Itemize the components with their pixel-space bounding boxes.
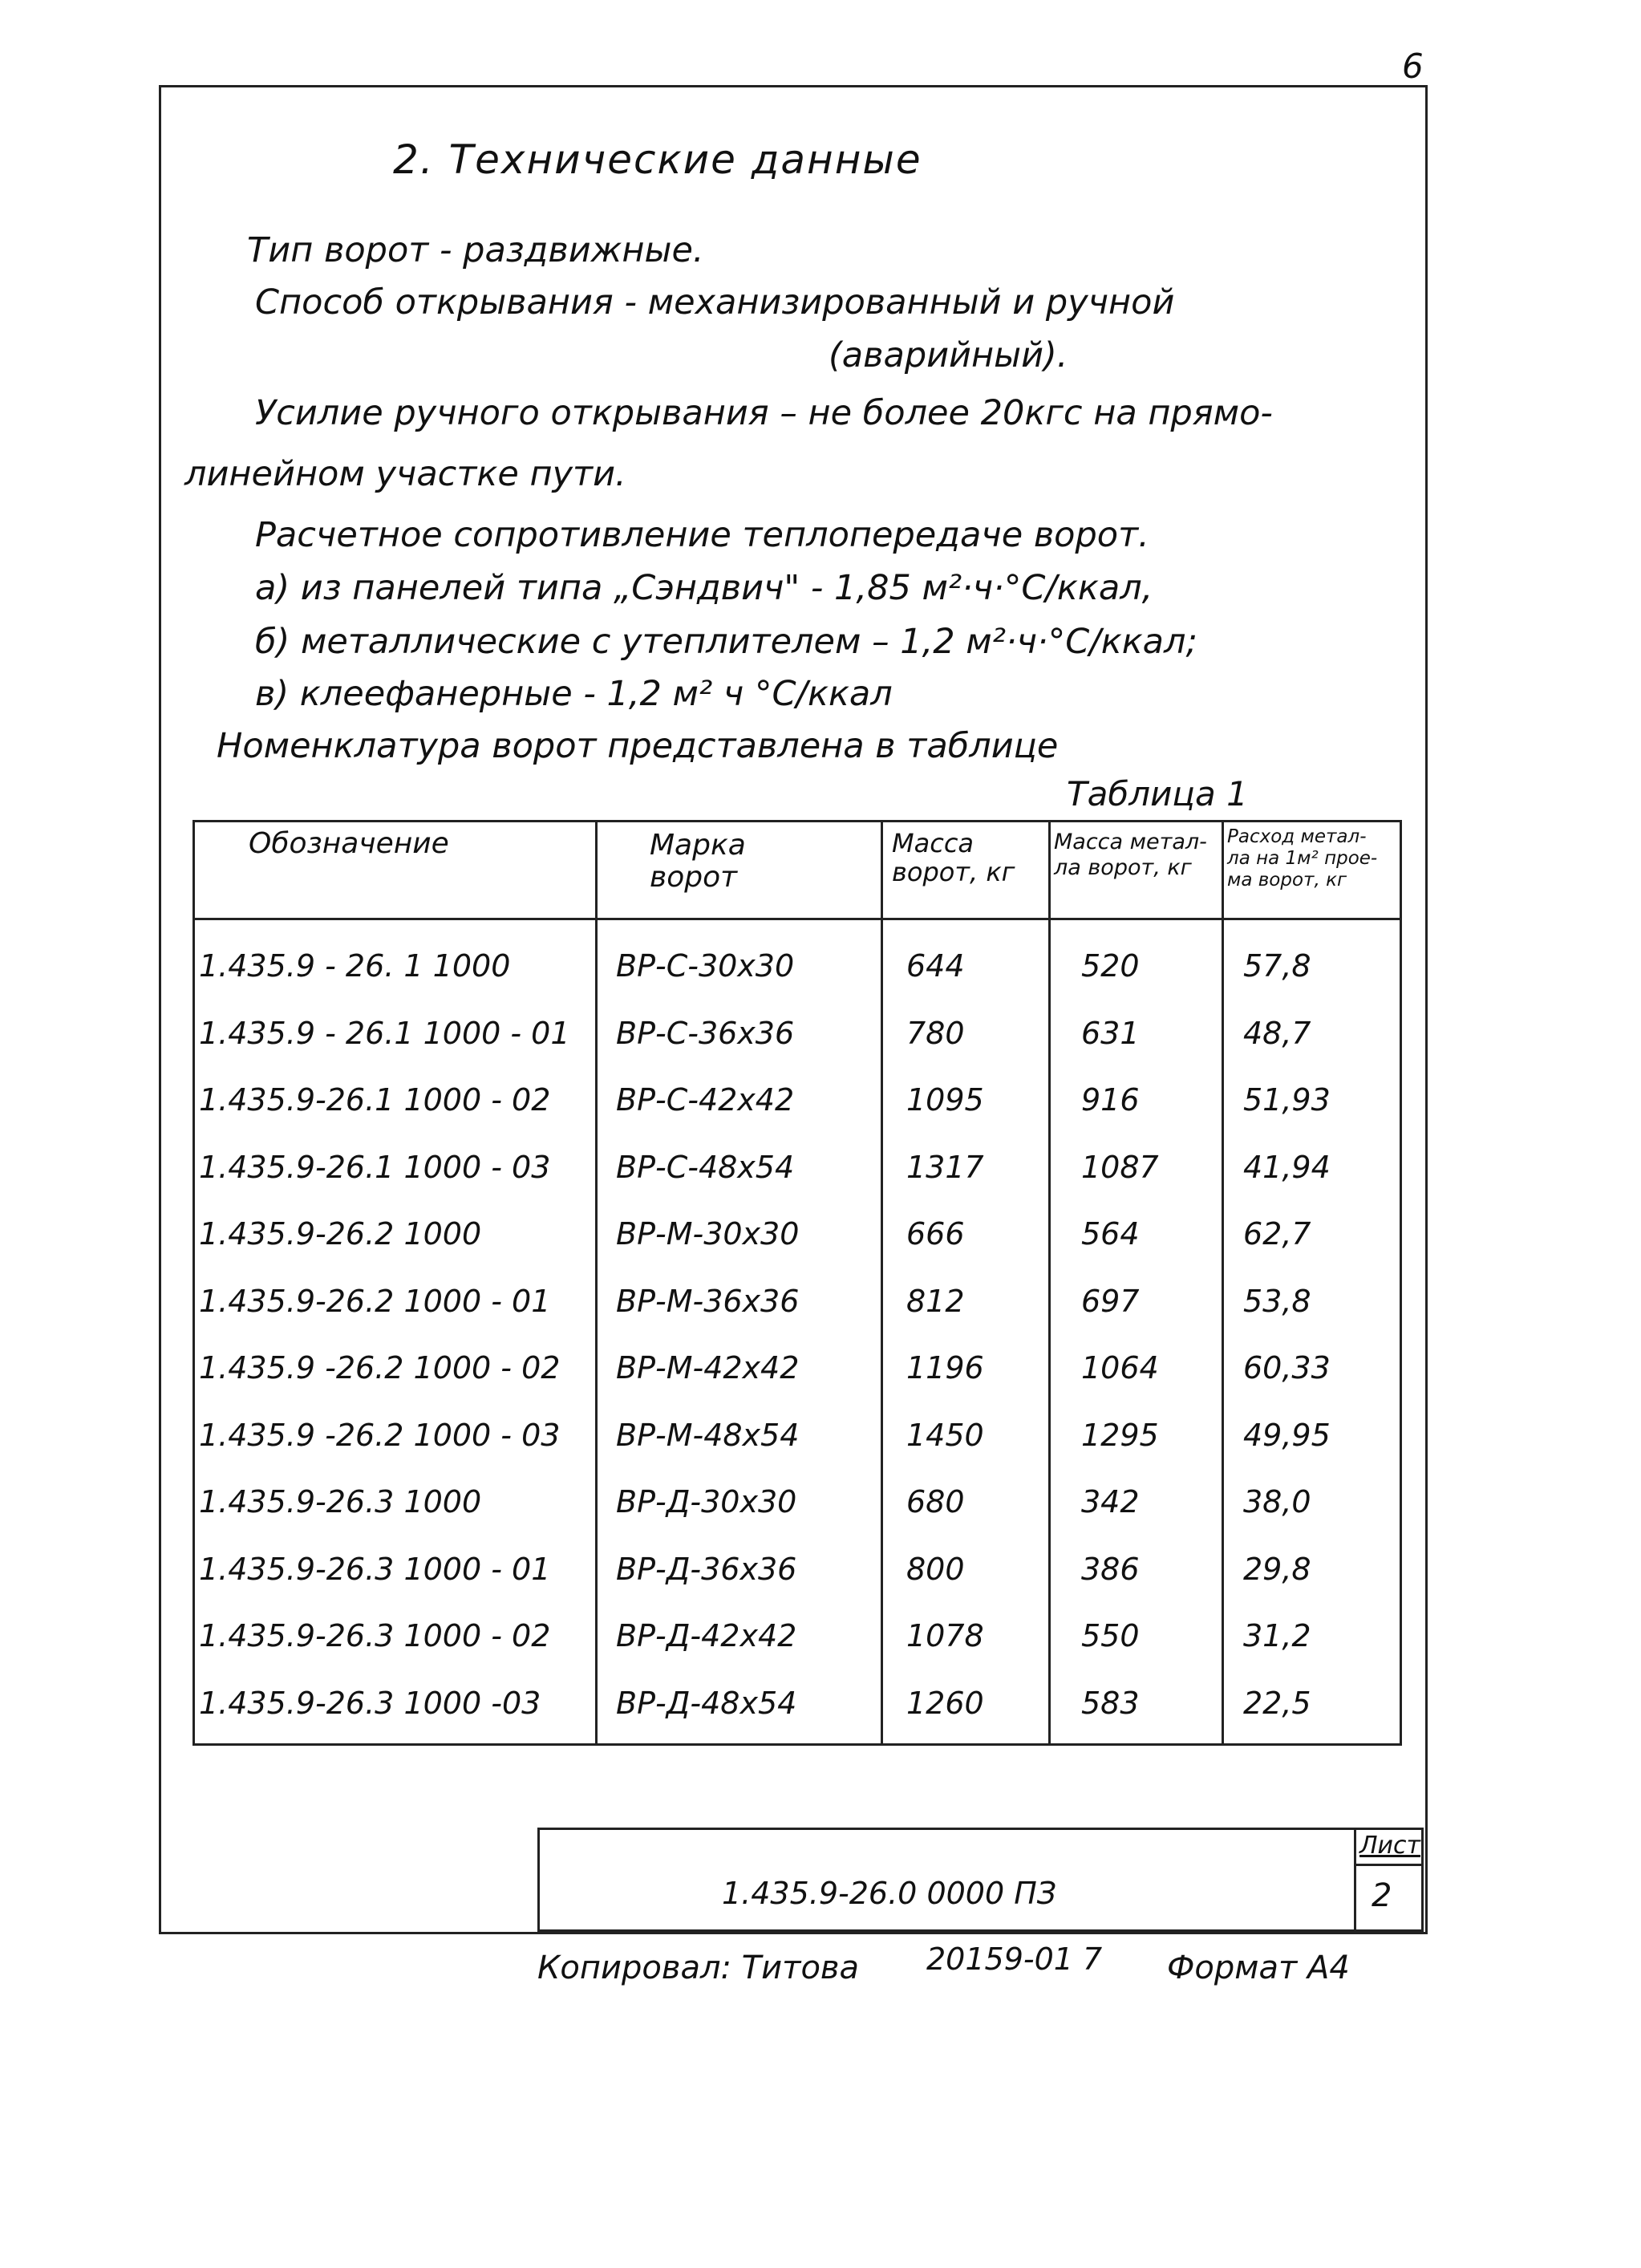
cell-mass: 1078 <box>906 1618 984 1653</box>
cell-mark: ВР-Д-48х54 <box>616 1686 797 1721</box>
table-row <box>192 1082 1402 1146</box>
header-consumption-line1: Расход метал- <box>1227 826 1367 847</box>
cell-designation: 1.435.9-26.3 1000 - 02 <box>199 1618 551 1653</box>
table-row <box>192 1016 1402 1080</box>
cell-consumption: 51,93 <box>1243 1082 1331 1118</box>
order-number: 20159-01 7 <box>926 1941 1103 1977</box>
cell-mass: 1260 <box>906 1686 984 1721</box>
cell-mass: 780 <box>906 1016 965 1051</box>
table-row <box>192 948 1402 1012</box>
cell-designation: 1.435.9-26.3 1000 - 01 <box>199 1552 551 1587</box>
cell-consumption: 60,33 <box>1243 1350 1331 1386</box>
cell-mark: ВР-Д-30х30 <box>616 1484 797 1519</box>
cell-designation: 1.435.9-26.2 1000 <box>199 1216 482 1252</box>
header-mass <box>892 830 1015 887</box>
cell-consumption: 41,94 <box>1243 1150 1331 1185</box>
cell-metal-mass: 564 <box>1081 1216 1140 1252</box>
cell-mass: 1450 <box>906 1418 984 1453</box>
cell-consumption: 57,8 <box>1243 948 1311 984</box>
table-header-divider <box>192 918 1402 920</box>
section-title: 2. Технические данные <box>393 136 922 183</box>
cell-mark: ВР-М-36х36 <box>616 1284 800 1319</box>
cell-designation: 1.435.9-26.3 1000 -03 <box>199 1686 541 1721</box>
resistance-b-line: б) металлические с утеплителем – 1,2 м²·ч·°С/ккал; <box>255 622 1197 662</box>
manual-force-line: Усилие ручного открывания – не более 20кгс на прямо- <box>255 393 1273 433</box>
table-row <box>192 1350 1402 1414</box>
header-mass-line2: ворот, кг <box>892 856 1015 887</box>
sheet-label: Лист <box>1359 1832 1421 1860</box>
cell-mark: ВР-С-36х36 <box>616 1016 795 1051</box>
cell-consumption: 53,8 <box>1243 1284 1311 1319</box>
cell-mass: 1095 <box>906 1082 984 1118</box>
header-consumption-line2: ла на 1м² прое- <box>1227 848 1378 870</box>
cell-metal-mass: 342 <box>1081 1484 1140 1519</box>
table-row <box>192 1618 1402 1682</box>
table-caption: Таблица 1 <box>1067 774 1248 813</box>
cell-mass: 680 <box>906 1484 965 1519</box>
cell-consumption: 48,7 <box>1243 1016 1311 1051</box>
table-row <box>192 1686 1402 1750</box>
cell-metal-mass: 1064 <box>1081 1350 1159 1386</box>
copied-by: Копировал: Титова <box>537 1950 860 1986</box>
cell-metal-mass: 550 <box>1081 1618 1140 1653</box>
table-row <box>192 1216 1402 1280</box>
opening-method-line: Способ открывания - механизированный и ручной <box>255 282 1175 323</box>
paper-format: Формат А4 <box>1167 1950 1350 1986</box>
cell-mass: 1317 <box>906 1150 984 1185</box>
cell-designation: 1.435.9-26.2 1000 - 01 <box>199 1284 551 1319</box>
manual-force-cont-line: линейном участке пути. <box>184 454 626 494</box>
cell-mark: ВР-М-30х30 <box>616 1216 800 1252</box>
cell-mark: ВР-С-48х54 <box>616 1150 795 1185</box>
cell-metal-mass: 386 <box>1081 1552 1140 1587</box>
cell-designation: 1.435.9 - 26. 1 1000 <box>199 948 511 984</box>
header-mark-line2: ворот <box>650 861 738 895</box>
header-consumption-line3: ма ворот, кг <box>1227 870 1347 891</box>
cell-designation: 1.435.9 -26.2 1000 - 03 <box>199 1418 561 1453</box>
resistance-a-line: а) из панелей типа „Сэндвич" - 1,85 м²·ч·°С/ккал, <box>255 568 1153 608</box>
header-metal-mass <box>1054 830 1207 881</box>
header-mass-line1: Масса <box>892 828 974 858</box>
cell-mass: 812 <box>906 1284 965 1319</box>
table-row <box>192 1284 1402 1348</box>
header-mark-line1: Марка <box>650 829 746 862</box>
cell-mass: 666 <box>906 1216 965 1252</box>
cell-consumption: 38,0 <box>1243 1484 1311 1519</box>
page-number: 6 <box>1402 47 1424 86</box>
cell-designation: 1.435.9-26.3 1000 <box>199 1484 482 1519</box>
cell-designation: 1.435.9 - 26.1 1000 - 01 <box>199 1016 570 1051</box>
cell-metal-mass: 1087 <box>1081 1150 1159 1185</box>
cell-metal-mass: 631 <box>1081 1016 1140 1051</box>
cell-designation: 1.435.9-26.1 1000 - 03 <box>199 1150 551 1185</box>
cell-metal-mass: 583 <box>1081 1686 1140 1721</box>
header-metal-mass-line1: Масса метал- <box>1054 830 1207 854</box>
header-mark <box>650 830 746 895</box>
cell-mark: ВР-С-30х30 <box>616 948 795 984</box>
cell-designation: 1.435.9-26.1 1000 - 02 <box>199 1082 551 1118</box>
table-row <box>192 1484 1402 1548</box>
cell-mass: 1196 <box>906 1350 984 1386</box>
gates-table <box>192 820 1402 1746</box>
table-row <box>192 1552 1402 1616</box>
nomenclature-line: Номенклатура ворот представлена в таблице <box>217 726 1059 766</box>
cell-mark: ВР-М-42х42 <box>616 1350 800 1386</box>
table-row <box>192 1150 1402 1214</box>
cell-consumption: 22,5 <box>1243 1686 1311 1721</box>
cell-metal-mass: 1295 <box>1081 1418 1159 1453</box>
title-block-divider <box>1354 1864 1424 1866</box>
opening-method-cont-line: (аварийный). <box>829 335 1068 375</box>
cell-metal-mass: 520 <box>1081 948 1140 984</box>
resistance-c-line: в) клеефанерные - 1,2 м² ч °С/ккал <box>255 674 893 714</box>
header-consumption <box>1227 826 1377 891</box>
header-metal-mass-line2: ла ворот, кг <box>1054 854 1192 880</box>
table-row <box>192 1418 1402 1482</box>
header-designation: Обозначение <box>249 827 449 860</box>
title-block <box>537 1828 1424 1932</box>
cell-mass: 800 <box>906 1552 965 1587</box>
cell-consumption: 49,95 <box>1243 1418 1331 1453</box>
cell-designation: 1.435.9 -26.2 1000 - 02 <box>199 1350 561 1386</box>
cell-mark: ВР-Д-42х42 <box>616 1618 797 1653</box>
cell-mark: ВР-Д-36х36 <box>616 1552 797 1587</box>
cell-metal-mass: 916 <box>1081 1082 1140 1118</box>
title-block-divider <box>1354 1828 1356 1932</box>
cell-consumption: 31,2 <box>1243 1618 1311 1653</box>
cell-consumption: 62,7 <box>1243 1216 1311 1252</box>
cell-mass: 644 <box>906 948 965 984</box>
cell-mark: ВР-С-42х42 <box>616 1082 795 1118</box>
sheet-number: 2 <box>1372 1877 1392 1914</box>
gate-type-line: Тип ворот - раздвижные. <box>247 230 704 270</box>
document-code: 1.435.9-26.0 0000 ПЗ <box>722 1876 1057 1911</box>
cell-consumption: 29,8 <box>1243 1552 1311 1587</box>
cell-metal-mass: 697 <box>1081 1284 1140 1319</box>
resistance-title-line: Расчетное сопротивление теплопередаче ворот. <box>255 515 1149 555</box>
cell-mark: ВР-М-48х54 <box>616 1418 800 1453</box>
